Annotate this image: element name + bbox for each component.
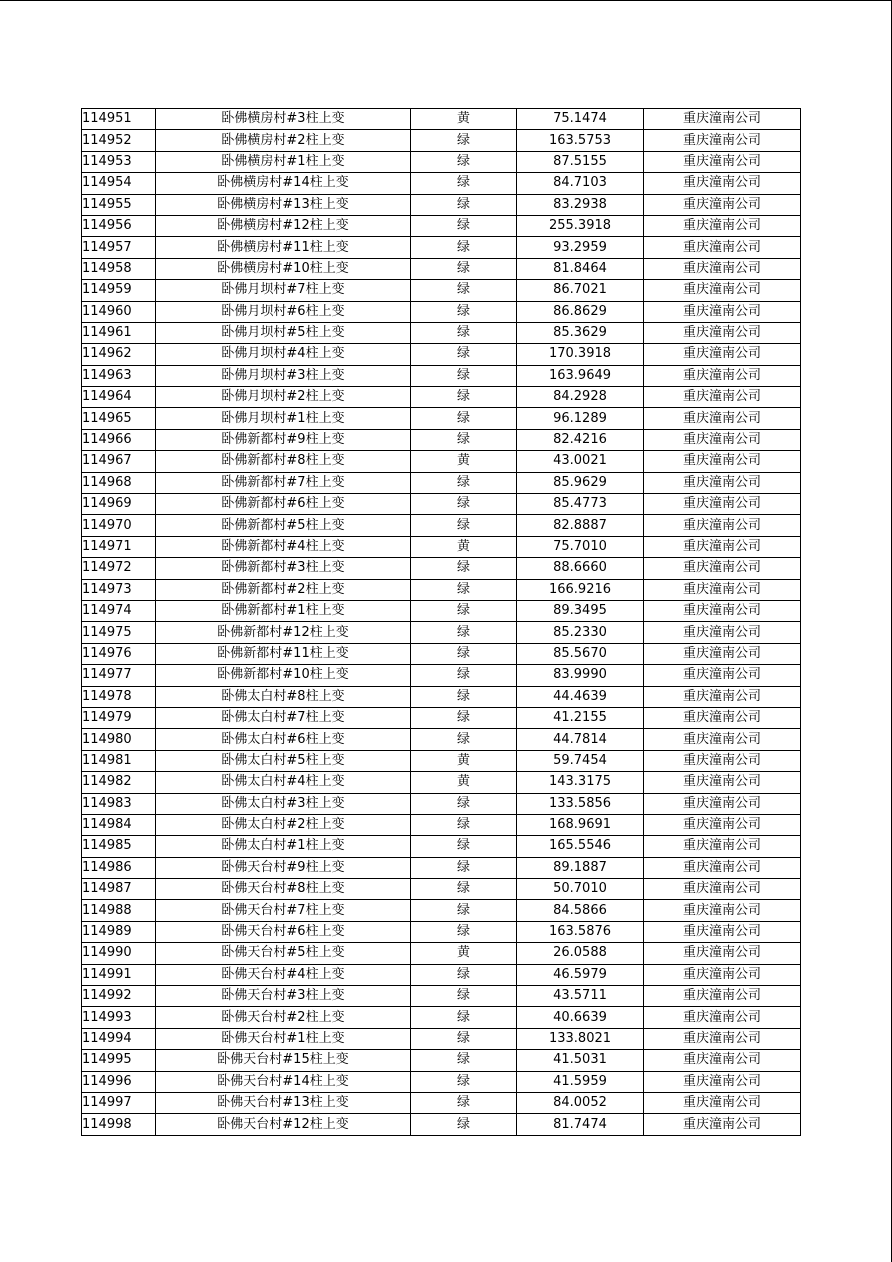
cell-transformer-name: 卧佛太白村#8柱上变 [156,686,411,707]
cell-status: 绿 [411,344,517,365]
cell-id: 114983 [82,793,156,814]
cell-value: 40.6639 [517,1007,644,1028]
cell-value: 83.2938 [517,194,644,215]
cell-status: 黄 [411,536,517,557]
cell-value: 75.7010 [517,536,644,557]
table-row [82,301,801,322]
cell-value: 44.7814 [517,729,644,750]
cell-value: 86.8629 [517,301,644,322]
cell-value: 166.9216 [517,579,644,600]
cell-company: 重庆潼南公司 [644,579,801,600]
cell-company: 重庆潼南公司 [644,643,801,664]
cell-transformer-name: 卧佛新都村#10柱上变 [156,665,411,686]
cell-id: 114993 [82,1007,156,1028]
table-row [82,344,801,365]
cell-company: 重庆潼南公司 [644,836,801,857]
cell-company: 重庆潼南公司 [644,879,801,900]
table-row [82,750,801,771]
cell-id: 114965 [82,408,156,429]
cell-id: 114964 [82,387,156,408]
cell-company: 重庆潼南公司 [644,921,801,942]
cell-transformer-name: 卧佛天台村#13柱上变 [156,1092,411,1113]
cell-id: 114990 [82,943,156,964]
cell-transformer-name: 卧佛天台村#2柱上变 [156,1007,411,1028]
cell-company: 重庆潼南公司 [644,151,801,172]
cell-transformer-name: 卧佛新都村#6柱上变 [156,494,411,515]
cell-transformer-name: 卧佛新都村#1柱上变 [156,600,411,621]
cell-status: 绿 [411,879,517,900]
cell-id: 114961 [82,322,156,343]
cell-company: 重庆潼南公司 [644,215,801,236]
cell-id: 114976 [82,643,156,664]
cell-value: 75.1474 [517,109,644,130]
cell-id: 114962 [82,344,156,365]
cell-company: 重庆潼南公司 [644,344,801,365]
cell-value: 170.3918 [517,344,644,365]
cell-id: 114979 [82,707,156,728]
cell-company: 重庆潼南公司 [644,707,801,728]
cell-company: 重庆潼南公司 [644,750,801,771]
cell-transformer-name: 卧佛月坝村#5柱上变 [156,322,411,343]
cell-status: 绿 [411,515,517,536]
cell-id: 114974 [82,600,156,621]
cell-value: 84.0052 [517,1092,644,1113]
cell-transformer-name: 卧佛新都村#4柱上变 [156,536,411,557]
cell-value: 87.5155 [517,151,644,172]
cell-value: 43.5711 [517,986,644,1007]
cell-status: 绿 [411,472,517,493]
cell-id: 114970 [82,515,156,536]
table-row [82,643,801,664]
table-row [82,408,801,429]
cell-company: 重庆潼南公司 [644,494,801,515]
cell-id: 114977 [82,665,156,686]
cell-value: 41.5959 [517,1071,644,1092]
table-row [82,536,801,557]
cell-id: 114956 [82,215,156,236]
cell-company: 重庆潼南公司 [644,451,801,472]
cell-value: 44.4639 [517,686,644,707]
cell-company: 重庆潼南公司 [644,1114,801,1135]
table-row [82,494,801,515]
cell-status: 绿 [411,429,517,450]
cell-id: 114986 [82,857,156,878]
cell-transformer-name: 卧佛天台村#9柱上变 [156,857,411,878]
cell-value: 86.7021 [517,280,644,301]
cell-status: 绿 [411,258,517,279]
cell-value: 89.3495 [517,600,644,621]
cell-status: 绿 [411,1092,517,1113]
cell-id: 114963 [82,365,156,386]
cell-company: 重庆潼南公司 [644,237,801,258]
cell-status: 绿 [411,964,517,985]
table-row [82,194,801,215]
cell-status: 绿 [411,793,517,814]
cell-status: 绿 [411,1007,517,1028]
cell-id: 114960 [82,301,156,322]
cell-transformer-name: 卧佛天台村#7柱上变 [156,900,411,921]
cell-value: 41.2155 [517,707,644,728]
cell-value: 85.2330 [517,622,644,643]
cell-id: 114973 [82,579,156,600]
cell-status: 绿 [411,900,517,921]
cell-company: 重庆潼南公司 [644,857,801,878]
cell-company: 重庆潼南公司 [644,622,801,643]
cell-value: 82.4216 [517,429,644,450]
cell-transformer-name: 卧佛太白村#7柱上变 [156,707,411,728]
cell-status: 绿 [411,494,517,515]
cell-transformer-name: 卧佛横房村#12柱上变 [156,215,411,236]
table-row [82,665,801,686]
table-row [82,237,801,258]
cell-status: 绿 [411,151,517,172]
cell-company: 重庆潼南公司 [644,301,801,322]
cell-id: 114969 [82,494,156,515]
cell-value: 89.1887 [517,857,644,878]
cell-company: 重庆潼南公司 [644,729,801,750]
table-row [82,921,801,942]
cell-status: 绿 [411,622,517,643]
cell-transformer-name: 卧佛新都村#3柱上变 [156,558,411,579]
cell-transformer-name: 卧佛横房村#13柱上变 [156,194,411,215]
cell-value: 133.8021 [517,1028,644,1049]
cell-id: 114957 [82,237,156,258]
cell-transformer-name: 卧佛月坝村#4柱上变 [156,344,411,365]
cell-status: 绿 [411,237,517,258]
cell-status: 绿 [411,836,517,857]
cell-value: 163.9649 [517,365,644,386]
cell-transformer-name: 卧佛新都村#9柱上变 [156,429,411,450]
table-row [82,109,801,130]
table-row [82,600,801,621]
cell-value: 84.7103 [517,173,644,194]
cell-id: 114984 [82,814,156,835]
cell-company: 重庆潼南公司 [644,472,801,493]
table-row [82,215,801,236]
cell-company: 重庆潼南公司 [644,322,801,343]
table-row [82,943,801,964]
cell-status: 绿 [411,1028,517,1049]
table-row [82,793,801,814]
cell-status: 绿 [411,579,517,600]
cell-status: 绿 [411,280,517,301]
cell-company: 重庆潼南公司 [644,173,801,194]
cell-value: 143.3175 [517,772,644,793]
table-row [82,429,801,450]
cell-company: 重庆潼南公司 [644,365,801,386]
cell-value: 168.9691 [517,814,644,835]
cell-status: 绿 [411,986,517,1007]
cell-transformer-name: 卧佛太白村#5柱上变 [156,750,411,771]
cell-id: 114959 [82,280,156,301]
cell-company: 重庆潼南公司 [644,1071,801,1092]
cell-value: 50.7010 [517,879,644,900]
cell-transformer-name: 卧佛月坝村#7柱上变 [156,280,411,301]
cell-transformer-name: 卧佛天台村#5柱上变 [156,943,411,964]
cell-id: 114971 [82,536,156,557]
cell-transformer-name: 卧佛新都村#7柱上变 [156,472,411,493]
table-row [82,836,801,857]
cell-transformer-name: 卧佛天台村#14柱上变 [156,1071,411,1092]
table-row [82,814,801,835]
cell-transformer-name: 卧佛横房村#14柱上变 [156,173,411,194]
cell-status: 绿 [411,1114,517,1135]
cell-transformer-name: 卧佛太白村#6柱上变 [156,729,411,750]
cell-status: 绿 [411,365,517,386]
cell-status: 黄 [411,772,517,793]
cell-company: 重庆潼南公司 [644,429,801,450]
table-row [82,622,801,643]
cell-transformer-name: 卧佛太白村#3柱上变 [156,793,411,814]
cell-value: 88.6660 [517,558,644,579]
cell-id: 114981 [82,750,156,771]
cell-value: 46.5979 [517,964,644,985]
cell-status: 绿 [411,857,517,878]
cell-status: 绿 [411,814,517,835]
table-row [82,1092,801,1113]
table-row [82,686,801,707]
cell-id: 114954 [82,173,156,194]
cell-status: 黄 [411,451,517,472]
cell-id: 114982 [82,772,156,793]
table-row [82,472,801,493]
cell-id: 114951 [82,109,156,130]
cell-company: 重庆潼南公司 [644,1028,801,1049]
cell-transformer-name: 卧佛新都村#5柱上变 [156,515,411,536]
table-row [82,558,801,579]
cell-company: 重庆潼南公司 [644,1007,801,1028]
cell-company: 重庆潼南公司 [644,280,801,301]
cell-company: 重庆潼南公司 [644,964,801,985]
cell-status: 绿 [411,921,517,942]
table-row [82,1071,801,1092]
cell-status: 绿 [411,707,517,728]
cell-company: 重庆潼南公司 [644,515,801,536]
cell-transformer-name: 卧佛太白村#2柱上变 [156,814,411,835]
cell-company: 重庆潼南公司 [644,194,801,215]
cell-company: 重庆潼南公司 [644,900,801,921]
table-row [82,964,801,985]
cell-transformer-name: 卧佛天台村#15柱上变 [156,1050,411,1071]
cell-value: 133.5856 [517,793,644,814]
cell-id: 114995 [82,1050,156,1071]
cell-status: 绿 [411,173,517,194]
table-row [82,1114,801,1135]
cell-id: 114967 [82,451,156,472]
cell-company: 重庆潼南公司 [644,665,801,686]
table-row [82,900,801,921]
cell-id: 114991 [82,964,156,985]
table-row [82,258,801,279]
cell-status: 绿 [411,1050,517,1071]
cell-value: 163.5753 [517,130,644,151]
cell-transformer-name: 卧佛天台村#4柱上变 [156,964,411,985]
table-row [82,451,801,472]
cell-value: 85.9629 [517,472,644,493]
cell-transformer-name: 卧佛天台村#1柱上变 [156,1028,411,1049]
cell-value: 84.2928 [517,387,644,408]
cell-company: 重庆潼南公司 [644,600,801,621]
cell-value: 96.1289 [517,408,644,429]
cell-status: 绿 [411,600,517,621]
table-row [82,1028,801,1049]
cell-company: 重庆潼南公司 [644,686,801,707]
cell-value: 59.7454 [517,750,644,771]
table-row [82,515,801,536]
table-row [82,857,801,878]
cell-transformer-name: 卧佛天台村#6柱上变 [156,921,411,942]
cell-transformer-name: 卧佛横房村#2柱上变 [156,130,411,151]
cell-transformer-name: 卧佛天台村#12柱上变 [156,1114,411,1135]
cell-id: 114958 [82,258,156,279]
cell-transformer-name: 卧佛月坝村#6柱上变 [156,301,411,322]
cell-transformer-name: 卧佛天台村#8柱上变 [156,879,411,900]
table-row [82,151,801,172]
transformer-table [81,108,801,1136]
cell-id: 114975 [82,622,156,643]
cell-value: 84.5866 [517,900,644,921]
cell-value: 163.5876 [517,921,644,942]
cell-id: 114968 [82,472,156,493]
cell-value: 41.5031 [517,1050,644,1071]
cell-status: 绿 [411,686,517,707]
cell-id: 114978 [82,686,156,707]
cell-id: 114955 [82,194,156,215]
table-body [82,109,801,1136]
table-row [82,879,801,900]
cell-id: 114992 [82,986,156,1007]
cell-status: 绿 [411,665,517,686]
table-row [82,986,801,1007]
cell-status: 绿 [411,729,517,750]
table-row [82,579,801,600]
page-top-border [0,0,892,1]
cell-value: 85.3629 [517,322,644,343]
cell-status: 绿 [411,408,517,429]
cell-value: 81.7474 [517,1114,644,1135]
cell-company: 重庆潼南公司 [644,814,801,835]
cell-value: 255.3918 [517,215,644,236]
cell-id: 114952 [82,130,156,151]
table-row [82,707,801,728]
table-row [82,1007,801,1028]
cell-status: 绿 [411,1071,517,1092]
table-row [82,729,801,750]
cell-transformer-name: 卧佛月坝村#3柱上变 [156,365,411,386]
cell-id: 114998 [82,1114,156,1135]
cell-id: 114996 [82,1071,156,1092]
cell-transformer-name: 卧佛新都村#8柱上变 [156,451,411,472]
cell-company: 重庆潼南公司 [644,1092,801,1113]
cell-id: 114953 [82,151,156,172]
cell-id: 114987 [82,879,156,900]
cell-transformer-name: 卧佛太白村#4柱上变 [156,772,411,793]
cell-value: 93.2959 [517,237,644,258]
cell-status: 绿 [411,215,517,236]
cell-company: 重庆潼南公司 [644,408,801,429]
cell-company: 重庆潼南公司 [644,109,801,130]
cell-transformer-name: 卧佛新都村#2柱上变 [156,579,411,600]
cell-transformer-name: 卧佛新都村#11柱上变 [156,643,411,664]
cell-company: 重庆潼南公司 [644,793,801,814]
cell-status: 绿 [411,558,517,579]
cell-transformer-name: 卧佛月坝村#2柱上变 [156,387,411,408]
cell-value: 26.0588 [517,943,644,964]
cell-company: 重庆潼南公司 [644,387,801,408]
cell-status: 绿 [411,301,517,322]
cell-company: 重庆潼南公司 [644,943,801,964]
cell-status: 绿 [411,130,517,151]
table-row [82,322,801,343]
cell-id: 114994 [82,1028,156,1049]
cell-status: 绿 [411,643,517,664]
cell-transformer-name: 卧佛太白村#1柱上变 [156,836,411,857]
cell-id: 114988 [82,900,156,921]
cell-company: 重庆潼南公司 [644,1050,801,1071]
table-row [82,772,801,793]
cell-value: 43.0021 [517,451,644,472]
cell-value: 81.8464 [517,258,644,279]
cell-value: 85.4773 [517,494,644,515]
table-row [82,130,801,151]
cell-id: 114966 [82,429,156,450]
table-row [82,1050,801,1071]
cell-company: 重庆潼南公司 [644,986,801,1007]
cell-company: 重庆潼南公司 [644,536,801,557]
cell-status: 黄 [411,109,517,130]
cell-transformer-name: 卧佛横房村#3柱上变 [156,109,411,130]
cell-transformer-name: 卧佛月坝村#1柱上变 [156,408,411,429]
cell-value: 83.9990 [517,665,644,686]
cell-status: 绿 [411,322,517,343]
cell-status: 黄 [411,943,517,964]
cell-value: 165.5546 [517,836,644,857]
table-row [82,387,801,408]
cell-status: 绿 [411,194,517,215]
cell-status: 黄 [411,750,517,771]
cell-transformer-name: 卧佛天台村#3柱上变 [156,986,411,1007]
table-row [82,173,801,194]
cell-id: 114985 [82,836,156,857]
cell-transformer-name: 卧佛新都村#12柱上变 [156,622,411,643]
cell-status: 绿 [411,387,517,408]
cell-id: 114989 [82,921,156,942]
cell-transformer-name: 卧佛横房村#10柱上变 [156,258,411,279]
table-row [82,280,801,301]
cell-value: 85.5670 [517,643,644,664]
cell-company: 重庆潼南公司 [644,558,801,579]
cell-value: 82.8887 [517,515,644,536]
table-row [82,365,801,386]
cell-transformer-name: 卧佛横房村#11柱上变 [156,237,411,258]
cell-company: 重庆潼南公司 [644,258,801,279]
cell-id: 114980 [82,729,156,750]
cell-company: 重庆潼南公司 [644,772,801,793]
cell-id: 114972 [82,558,156,579]
cell-transformer-name: 卧佛横房村#1柱上变 [156,151,411,172]
cell-company: 重庆潼南公司 [644,130,801,151]
cell-id: 114997 [82,1092,156,1113]
